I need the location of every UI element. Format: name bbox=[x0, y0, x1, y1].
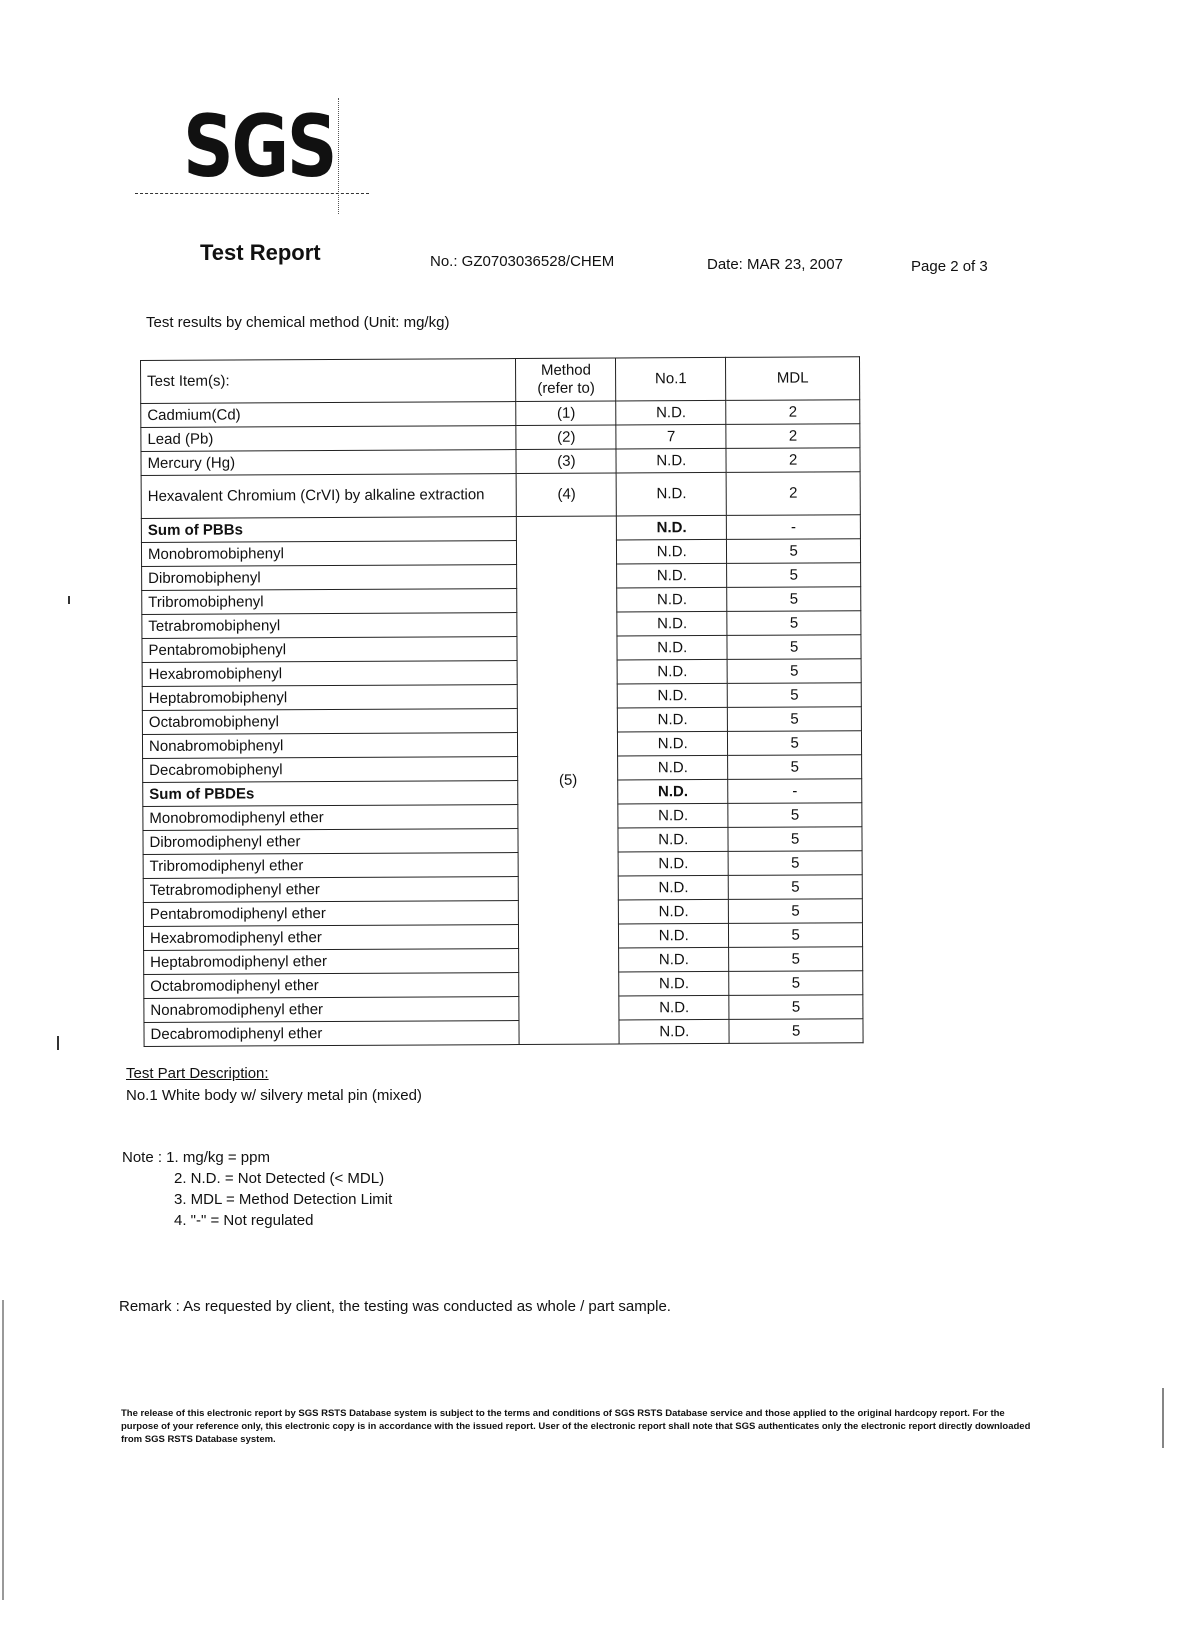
cell-mdl: 5 bbox=[729, 1019, 863, 1044]
cell-item: Nonabromodiphenyl ether bbox=[144, 997, 520, 1023]
note-item: 2. N.D. = Not Detected (< MDL) bbox=[174, 1170, 385, 1187]
note-label: Note : 1. mg/kg = ppm bbox=[122, 1149, 270, 1166]
sgs-logo: SGS bbox=[183, 97, 336, 197]
cell-no1: N.D. bbox=[619, 1019, 729, 1044]
cell-item: Dibromobiphenyl bbox=[142, 565, 518, 591]
cell-mdl: 2 bbox=[726, 448, 860, 473]
cell-item: Cadmium(Cd) bbox=[141, 402, 517, 428]
cell-mdl: 5 bbox=[727, 683, 861, 708]
cell-item: Lead (Pb) bbox=[141, 426, 517, 452]
cell-no1: N.D. bbox=[617, 659, 727, 684]
cell-no1: N.D. bbox=[619, 971, 729, 996]
cell-no1: N.D. bbox=[616, 448, 726, 473]
cell-no1: N.D. bbox=[616, 400, 726, 425]
results-caption: Test results by chemical method (Unit: mg/kg) bbox=[146, 314, 450, 331]
logo-divider bbox=[135, 193, 369, 194]
cell-mdl: - bbox=[728, 779, 862, 804]
cell-mdl: 5 bbox=[727, 659, 861, 684]
scan-artifact bbox=[2, 1300, 4, 1600]
scan-artifact bbox=[1162, 1388, 1164, 1448]
cell-no1: N.D. bbox=[617, 611, 727, 636]
table-row bbox=[141, 472, 860, 519]
note-item: 4. "-" = Not regulated bbox=[174, 1212, 314, 1229]
cell-mdl: 5 bbox=[728, 851, 862, 876]
cell-no1: N.D. bbox=[619, 899, 729, 924]
cell-no1: N.D. bbox=[617, 563, 727, 588]
part-description-text: No.1 White body w/ silvery metal pin (mixed) bbox=[126, 1087, 422, 1104]
column-header-mdl: MDL bbox=[726, 357, 860, 401]
report-number: No.: GZ0703036528/CHEM bbox=[430, 253, 615, 270]
cell-no1: N.D. bbox=[618, 707, 728, 732]
remark: Remark : As requested by client, the testing was conducted as whole / part sample. bbox=[119, 1298, 671, 1315]
cell-method: (3) bbox=[516, 449, 616, 474]
cell-item: Monobromobiphenyl bbox=[141, 541, 517, 567]
cell-no1: N.D. bbox=[616, 472, 726, 516]
cell-mdl: 5 bbox=[727, 611, 861, 636]
cell-no1: N.D. bbox=[618, 779, 728, 804]
cell-no1: N.D. bbox=[617, 635, 727, 660]
cell-mdl: 5 bbox=[728, 803, 862, 828]
cell-item: Tribromodiphenyl ether bbox=[143, 853, 519, 879]
cell-mdl: 5 bbox=[729, 995, 863, 1020]
cell-method: (1) bbox=[516, 401, 616, 426]
cell-mdl: 5 bbox=[728, 731, 862, 756]
cell-mdl: 5 bbox=[727, 635, 861, 660]
cell-item: Decabromobiphenyl bbox=[143, 757, 519, 783]
cell-mdl: 5 bbox=[729, 923, 863, 948]
cell-no1: N.D. bbox=[617, 587, 727, 612]
cell-mdl: 5 bbox=[728, 755, 862, 780]
results-table bbox=[140, 356, 864, 1047]
cell-mdl: 5 bbox=[728, 827, 862, 852]
cell-no1: N.D. bbox=[619, 947, 729, 972]
cell-item: Pentabromobiphenyl bbox=[142, 637, 518, 663]
cell-item: Hexabromodiphenyl ether bbox=[143, 925, 519, 951]
cell-mdl: 2 bbox=[726, 472, 860, 516]
cell-method: (2) bbox=[516, 425, 616, 450]
cell-item: Nonabromobiphenyl bbox=[142, 733, 518, 759]
cell-no1: N.D. bbox=[619, 995, 729, 1020]
cell-item: Tetrabromodiphenyl ether bbox=[143, 877, 519, 903]
cell-no1: N.D. bbox=[618, 683, 728, 708]
cell-no1: N.D. bbox=[619, 875, 729, 900]
report-date: Date: MAR 23, 2007 bbox=[707, 256, 843, 273]
cell-no1: N.D. bbox=[618, 851, 728, 876]
cell-no1: N.D. bbox=[618, 803, 728, 828]
cell-item: Sum of PBDEs bbox=[143, 781, 519, 807]
cell-mdl: 5 bbox=[729, 971, 863, 996]
cell-no1: N.D. bbox=[617, 539, 727, 564]
cell-mdl: 5 bbox=[728, 875, 862, 900]
cell-mdl: - bbox=[727, 515, 861, 540]
cell-no1: N.D. bbox=[617, 515, 727, 540]
table-header-row bbox=[141, 357, 860, 404]
cell-method-group: (5) bbox=[517, 516, 620, 1045]
notes bbox=[122, 1147, 392, 1231]
cell-item: Decabromodiphenyl ether bbox=[144, 1021, 520, 1047]
cell-mdl: 5 bbox=[729, 899, 863, 924]
cell-item: Sum of PBBs bbox=[141, 517, 517, 543]
test-part-description bbox=[126, 1063, 422, 1107]
cell-mdl: 5 bbox=[727, 587, 861, 612]
cell-mdl: 5 bbox=[729, 947, 863, 972]
column-header-no1: No.1 bbox=[616, 357, 726, 401]
logo-vertical-divider bbox=[338, 98, 339, 214]
cell-item: Mercury (Hg) bbox=[141, 450, 517, 476]
report-title: Test Report bbox=[200, 240, 321, 265]
cell-item: Octabromodiphenyl ether bbox=[144, 973, 520, 999]
cell-method: (4) bbox=[517, 473, 617, 517]
page-number: Page 2 of 3 bbox=[911, 258, 988, 275]
column-header-method: Method (refer to) bbox=[516, 358, 616, 402]
cell-item: Hexavalent Chromium (CrVI) by alkaline extraction bbox=[141, 474, 517, 519]
cell-mdl: 2 bbox=[726, 400, 860, 425]
cell-item: Dibromodiphenyl ether bbox=[143, 829, 519, 855]
cell-item: Pentabromodiphenyl ether bbox=[143, 901, 519, 927]
scan-artifact bbox=[57, 1036, 59, 1050]
cell-no1: N.D. bbox=[619, 923, 729, 948]
cell-item: Octabromobiphenyl bbox=[142, 709, 518, 735]
cell-item: Hexabromobiphenyl bbox=[142, 661, 518, 687]
cell-mdl: 5 bbox=[728, 707, 862, 732]
cell-no1: N.D. bbox=[618, 827, 728, 852]
cell-item: Tribromobiphenyl bbox=[142, 589, 518, 615]
cell-item: Heptabromodiphenyl ether bbox=[144, 949, 520, 975]
cell-item: Monobromodiphenyl ether bbox=[143, 805, 519, 831]
table-row bbox=[144, 1019, 863, 1047]
cell-mdl: 5 bbox=[727, 563, 861, 588]
cell-item: Heptabromobiphenyl bbox=[142, 685, 518, 711]
note-item: 3. MDL = Method Detection Limit bbox=[174, 1191, 393, 1208]
column-header-item: Test Item(s): bbox=[141, 359, 517, 404]
cell-no1: N.D. bbox=[618, 731, 728, 756]
cell-mdl: 5 bbox=[727, 539, 861, 564]
part-description-heading: Test Part Description: bbox=[126, 1065, 269, 1082]
footer-disclaimer: The release of this electronic report by SGS RSTS Database system is subject to the terms and conditions of SGS RSTS Database service and those applied to the original hardcopy report. For the purpose of your reference only, this electronic copy is in accordance with the issued report. User of the electronic report shall note that SGS authenticates only the electronic report directly downloaded from SGS RSTS Database system. bbox=[121, 1408, 1031, 1445]
cell-no1: N.D. bbox=[618, 755, 728, 780]
scan-artifact bbox=[68, 596, 70, 604]
cell-no1: 7 bbox=[616, 424, 726, 449]
cell-mdl: 2 bbox=[726, 424, 860, 449]
cell-item: Tetrabromobiphenyl bbox=[142, 613, 518, 639]
